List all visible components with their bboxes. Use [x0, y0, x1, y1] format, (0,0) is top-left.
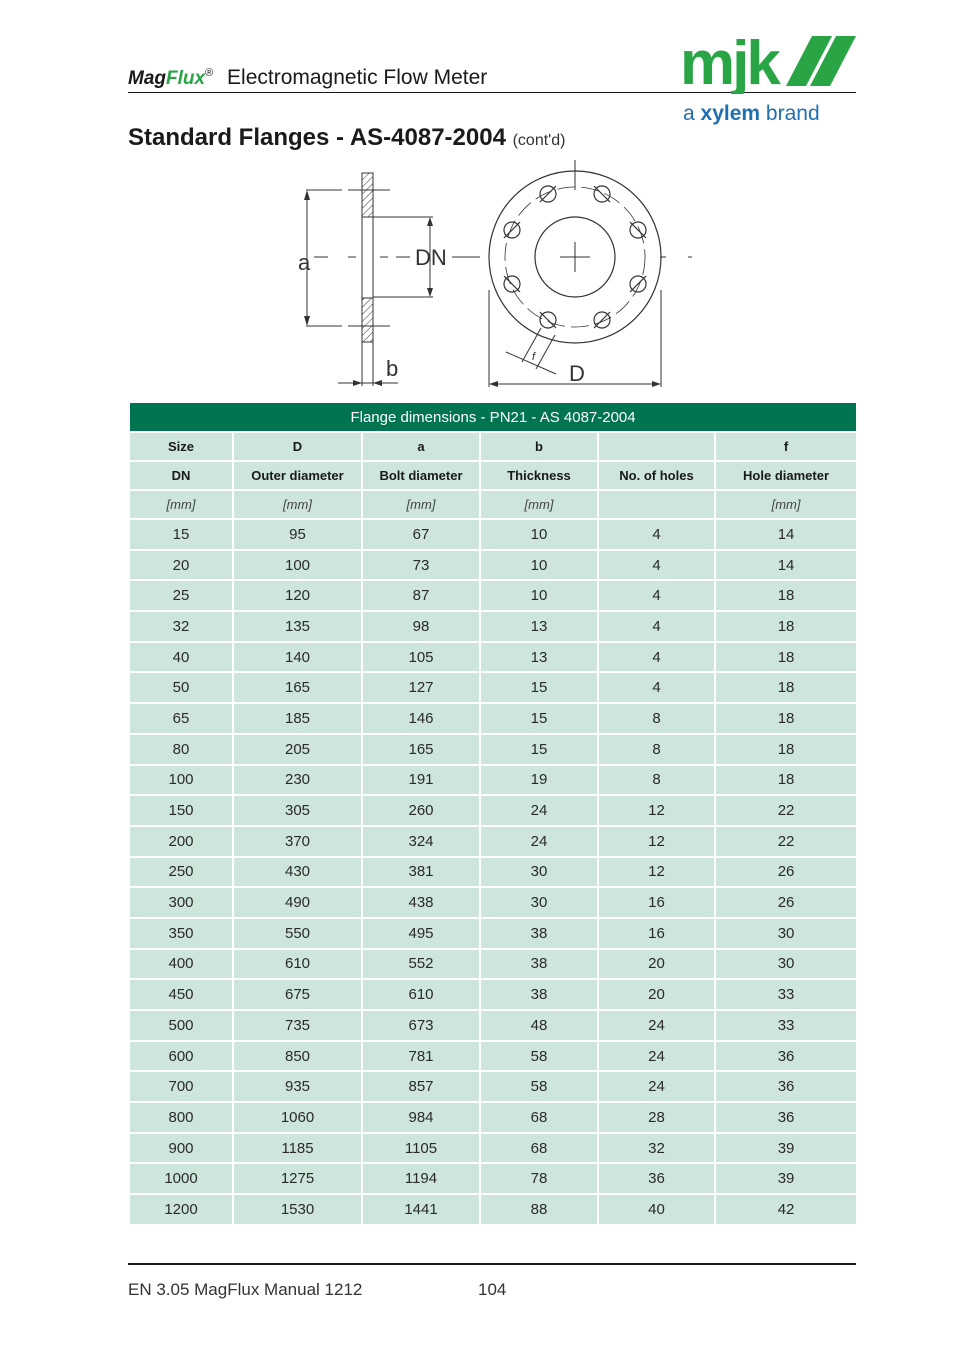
flange-diagram [290, 160, 700, 395]
table-row [130, 735, 856, 766]
table-cell: 450 [130, 980, 234, 1011]
label-b: b [386, 356, 399, 381]
unit-cell: [mm] [130, 491, 234, 520]
column-header: No. of holes [599, 462, 716, 491]
table-cell: 39 [716, 1164, 856, 1195]
flange-side-view [298, 173, 480, 386]
table-cell: 68 [481, 1103, 599, 1134]
table-cell: 146 [363, 704, 481, 735]
table-cell: 100 [234, 551, 363, 582]
logo-tagline [683, 102, 820, 126]
label-f: f [532, 351, 536, 363]
table-cell: 850 [234, 1042, 363, 1073]
table-cell: 300 [130, 888, 234, 919]
table-cell: 19 [481, 766, 599, 797]
column-header: Thickness [481, 462, 599, 491]
table-cell: 15 [481, 704, 599, 735]
table-cell: 1530 [234, 1195, 363, 1226]
table-cell: 381 [363, 858, 481, 889]
table-cell: 33 [716, 1011, 856, 1042]
table-cell: 58 [481, 1042, 599, 1073]
table-cell: 24 [599, 1072, 716, 1103]
page-title [128, 124, 565, 152]
table-cell: 10 [481, 520, 599, 551]
table-cell: 95 [234, 520, 363, 551]
table-cell: 10 [481, 581, 599, 612]
table-row [130, 1164, 856, 1195]
table-cell: 16 [599, 888, 716, 919]
unit-cell: [mm] [716, 491, 856, 520]
table-cell: 370 [234, 827, 363, 858]
table-cell: 20 [599, 980, 716, 1011]
table-cell: 15 [481, 673, 599, 704]
table-cell: 438 [363, 888, 481, 919]
symbol-cell [599, 433, 716, 462]
table-row [130, 643, 856, 674]
table-cell: 16 [599, 919, 716, 950]
product-brand [128, 66, 487, 90]
table-cell: 400 [130, 950, 234, 981]
table-cell: 1194 [363, 1164, 481, 1195]
table-cell: 13 [481, 643, 599, 674]
table-cell: 205 [234, 735, 363, 766]
unit-cell: [mm] [481, 491, 599, 520]
title-main: Standard Flanges - AS-4087-2004 [128, 124, 506, 151]
table-cell: 58 [481, 1072, 599, 1103]
table-cell: 18 [716, 766, 856, 797]
table-cell: 490 [234, 888, 363, 919]
table-cell: 26 [716, 858, 856, 889]
table-cell: 120 [234, 581, 363, 612]
footer-manual: EN 3.05 MagFlux Manual 1212 [128, 1280, 363, 1299]
unit-cell: [mm] [363, 491, 481, 520]
table-cell: 38 [481, 950, 599, 981]
table-row [130, 796, 856, 827]
column-header-row [130, 462, 856, 491]
table-cell: 20 [130, 551, 234, 582]
mjk-wordmark-icon [680, 32, 858, 94]
table-cell: 13 [481, 612, 599, 643]
tagline-brand: brand [765, 102, 820, 125]
table-caption: Flange dimensions - PN21 - AS 4087-2004 [130, 403, 856, 433]
table-cell: 700 [130, 1072, 234, 1103]
table-row [130, 888, 856, 919]
table-cell: 4 [599, 673, 716, 704]
table-cell: 4 [599, 581, 716, 612]
logo-wordmark: mjk [680, 32, 778, 94]
table-cell: 24 [599, 1011, 716, 1042]
table-row [130, 1134, 856, 1165]
table-row [130, 858, 856, 889]
column-header: Hole diameter [716, 462, 856, 491]
table-cell: 48 [481, 1011, 599, 1042]
table-cell: 78 [481, 1164, 599, 1195]
table-cell: 495 [363, 919, 481, 950]
table-cell: 14 [716, 551, 856, 582]
table-cell: 984 [363, 1103, 481, 1134]
label-dn: DN [415, 245, 447, 270]
table-cell: 38 [481, 980, 599, 1011]
brand-registered-mark: ® [205, 67, 214, 79]
table-cell: 935 [234, 1072, 363, 1103]
symbol-cell: Size [130, 433, 234, 462]
table-cell: 200 [130, 827, 234, 858]
symbol-cell: D [234, 433, 363, 462]
table-cell: 550 [234, 919, 363, 950]
symbol-row [130, 433, 856, 462]
table-cell: 12 [599, 858, 716, 889]
table-cell: 40 [599, 1195, 716, 1226]
table-cell: 18 [716, 673, 856, 704]
table-cell: 100 [130, 766, 234, 797]
table-cell: 26 [716, 888, 856, 919]
table-cell: 8 [599, 735, 716, 766]
flange-dimensions-table [130, 403, 856, 1226]
table-cell: 30 [716, 919, 856, 950]
column-header: DN [130, 462, 234, 491]
table-row [130, 704, 856, 735]
table-cell: 350 [130, 919, 234, 950]
table-cell: 14 [716, 520, 856, 551]
page-number: 104 [478, 1280, 507, 1299]
tagline-a: a [683, 102, 695, 125]
product-name: Electromagnetic Flow Meter [227, 66, 488, 89]
table-cell: 4 [599, 643, 716, 674]
table-cell: 32 [599, 1134, 716, 1165]
table-cell: 430 [234, 858, 363, 889]
table-cell: 18 [716, 643, 856, 674]
table-cell: 36 [716, 1103, 856, 1134]
table-cell: 22 [716, 796, 856, 827]
table-body [130, 520, 856, 1226]
table-cell: 28 [599, 1103, 716, 1134]
table-cell: 20 [599, 950, 716, 981]
unit-row [130, 491, 856, 520]
table-cell: 1441 [363, 1195, 481, 1226]
table-cell: 68 [481, 1134, 599, 1165]
table-cell: 1275 [234, 1164, 363, 1195]
table-cell: 305 [234, 796, 363, 827]
table-cell: 38 [481, 919, 599, 950]
table-cell: 8 [599, 766, 716, 797]
table-row [130, 980, 856, 1011]
table-cell: 42 [716, 1195, 856, 1226]
symbol-cell: f [716, 433, 856, 462]
table-cell: 185 [234, 704, 363, 735]
table-cell: 12 [599, 827, 716, 858]
table-cell: 73 [363, 551, 481, 582]
table-cell: 36 [716, 1072, 856, 1103]
table-row [130, 612, 856, 643]
table-cell: 18 [716, 612, 856, 643]
table-cell: 1200 [130, 1195, 234, 1226]
table-row [130, 827, 856, 858]
table-cell: 150 [130, 796, 234, 827]
table-cell: 87 [363, 581, 481, 612]
table-cell: 30 [481, 858, 599, 889]
table-cell: 552 [363, 950, 481, 981]
mjk-logo [680, 32, 858, 128]
table-row [130, 1072, 856, 1103]
table-cell: 8 [599, 704, 716, 735]
table-cell: 673 [363, 1011, 481, 1042]
table-row [130, 1011, 856, 1042]
brand-mag: Mag [128, 68, 166, 89]
table-cell: 500 [130, 1011, 234, 1042]
table-cell: 324 [363, 827, 481, 858]
table-cell: 600 [130, 1042, 234, 1073]
table-cell: 135 [234, 612, 363, 643]
table-row [130, 1195, 856, 1226]
table-row [130, 520, 856, 551]
table-cell: 1185 [234, 1134, 363, 1165]
title-cont: (cont'd) [512, 132, 566, 149]
table-cell: 22 [716, 827, 856, 858]
table-cell: 1060 [234, 1103, 363, 1134]
table-cell: 800 [130, 1103, 234, 1134]
table-row [130, 766, 856, 797]
table-cell: 610 [234, 950, 363, 981]
table-row [130, 1042, 856, 1073]
table-cell: 610 [363, 980, 481, 1011]
table-cell: 39 [716, 1134, 856, 1165]
table-cell: 24 [481, 796, 599, 827]
table-cell: 260 [363, 796, 481, 827]
table-cell: 15 [130, 520, 234, 551]
unit-cell [599, 491, 716, 520]
table-cell: 165 [234, 673, 363, 704]
table-cell: 80 [130, 735, 234, 766]
table-cell: 230 [234, 766, 363, 797]
table-cell: 4 [599, 551, 716, 582]
table-cell: 165 [363, 735, 481, 766]
brand-flux: Flux [166, 68, 206, 89]
table-cell: 50 [130, 673, 234, 704]
table-row [130, 919, 856, 950]
flange-front-view [489, 160, 692, 387]
table-cell: 98 [363, 612, 481, 643]
table-cell: 36 [599, 1164, 716, 1195]
table-cell: 67 [363, 520, 481, 551]
table-cell: 900 [130, 1134, 234, 1165]
table-cell: 675 [234, 980, 363, 1011]
table-cell: 1105 [363, 1134, 481, 1165]
table-cell: 857 [363, 1072, 481, 1103]
table-row [130, 673, 856, 704]
label-d: D [569, 361, 585, 386]
table-cell: 127 [363, 673, 481, 704]
table-cell: 1000 [130, 1164, 234, 1195]
table-cell: 4 [599, 612, 716, 643]
unit-cell: [mm] [234, 491, 363, 520]
footer-rule [128, 1263, 856, 1265]
symbol-cell: a [363, 433, 481, 462]
column-header: Outer diameter [234, 462, 363, 491]
tagline-xylem: xylem [700, 102, 761, 125]
table-cell: 18 [716, 581, 856, 612]
table-cell: 4 [599, 520, 716, 551]
table-row [130, 581, 856, 612]
table-cell: 30 [716, 950, 856, 981]
column-header: Bolt diameter [363, 462, 481, 491]
table-cell: 18 [716, 735, 856, 766]
symbol-cell: b [481, 433, 599, 462]
table-cell: 191 [363, 766, 481, 797]
table-cell: 40 [130, 643, 234, 674]
table-cell: 36 [716, 1042, 856, 1073]
table-cell: 24 [599, 1042, 716, 1073]
table-cell: 24 [481, 827, 599, 858]
table-row [130, 551, 856, 582]
table-cell: 781 [363, 1042, 481, 1073]
table-row [130, 950, 856, 981]
table-cell: 250 [130, 858, 234, 889]
table-cell: 25 [130, 581, 234, 612]
table-cell: 105 [363, 643, 481, 674]
table-cell: 18 [716, 704, 856, 735]
label-a: a [298, 250, 311, 275]
table-cell: 88 [481, 1195, 599, 1226]
table-cell: 12 [599, 796, 716, 827]
table-cell: 10 [481, 551, 599, 582]
table-cell: 735 [234, 1011, 363, 1042]
table-cell: 140 [234, 643, 363, 674]
table-cell: 33 [716, 980, 856, 1011]
table-cell: 32 [130, 612, 234, 643]
table-row [130, 1103, 856, 1134]
table-cell: 30 [481, 888, 599, 919]
table-cell: 65 [130, 704, 234, 735]
table-cell: 15 [481, 735, 599, 766]
